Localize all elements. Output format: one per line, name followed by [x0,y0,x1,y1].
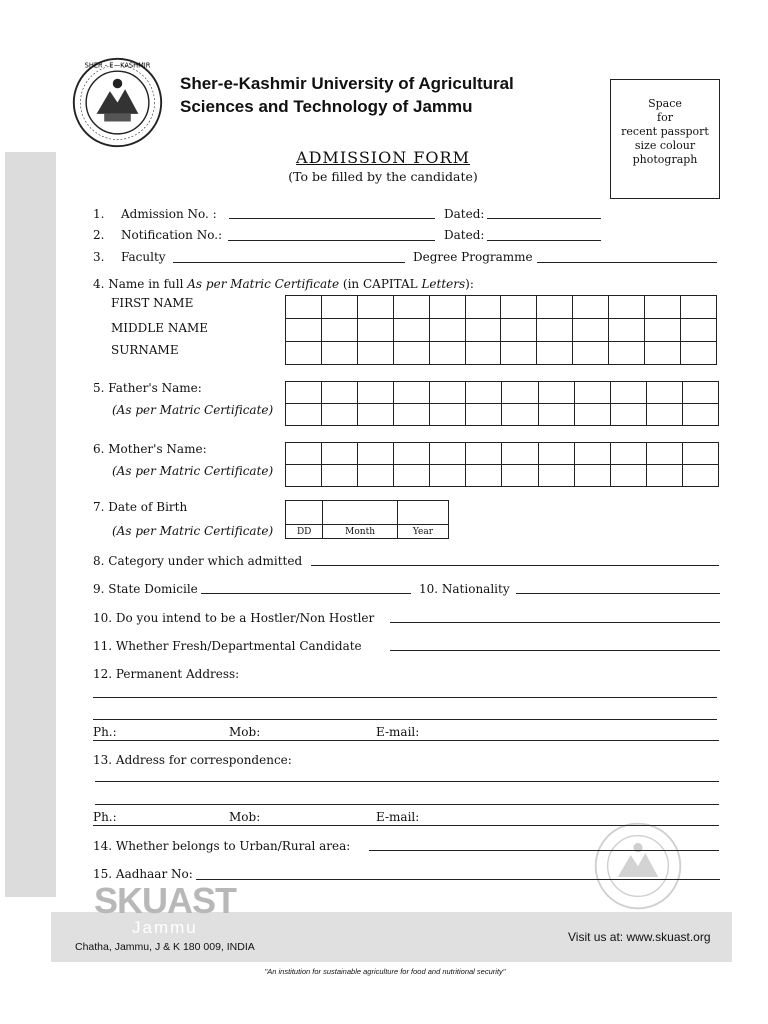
permanent-phone-label: Ph.: [93,725,117,739]
correspondence-address-line-2[interactable] [95,804,719,805]
surname-row[interactable] [286,342,717,365]
dob-dd-label: DD [286,525,323,539]
name-full-end: ): [465,277,474,291]
name-full-mid: (in [339,277,363,291]
dated-label-1: Dated: [444,207,485,221]
middle-name-label: MIDDLE NAME [111,321,209,335]
permanent-address-line-1[interactable] [93,697,717,698]
dob-grid[interactable] [285,500,449,539]
field-2-number: 2. [93,228,105,242]
photo-box-line4: size colour [634,139,696,152]
dob-dd-input[interactable] [286,501,323,525]
notification-no-label: Notification No.: [121,228,223,242]
urban-rural-label: 14. Whether belongs to Urban/Rural area: [93,839,351,853]
state-domicile-label: 9. State Domicile [93,582,198,596]
father-name-grid[interactable] [285,381,719,426]
degree-programme-input[interactable] [537,262,717,263]
aadhaar-label: 15. Aadhaar No: [93,867,193,881]
hostler-label: 10. Do you intend to be a Hostler/Non Hostler [93,611,375,625]
mother-name-note: (As per Matric Certificate) [112,464,274,478]
fresh-departmental-label: 11. Whether Fresh/Departmental Candidate [93,639,362,653]
notification-no-input[interactable] [228,240,435,241]
correspondence-mobile-label: Mob: [229,810,261,824]
aadhaar-input[interactable] [196,879,720,880]
side-bar [5,152,56,897]
dob-month-input[interactable] [323,501,398,525]
permanent-mobile-label: Mob: [229,725,261,739]
field-3-number: 3. [93,250,105,264]
mother-name-row-2[interactable] [286,465,719,487]
mother-name-grid[interactable] [285,442,719,487]
watermark-logo-icon [592,820,684,912]
permanent-address-label: 12. Permanent Address: [93,667,240,681]
form-subtitle: (To be filled by the candidate) [288,169,478,184]
university-logo-icon [70,55,165,150]
dob-note: (As per Matric Certificate) [112,524,274,538]
university-title-line1: Sher-e-Kashmir University of Agricultural [180,74,514,93]
footer-website-link[interactable]: Visit us at: www.skuast.org [568,930,711,944]
mother-name-label: 6. Mother's Name: [93,442,207,456]
faculty-input[interactable] [173,262,405,263]
name-full-italic2: Letters [417,277,466,291]
correspondence-address-line-1[interactable] [95,781,719,782]
hostler-input[interactable] [390,622,720,623]
category-label: 8. Category under which admitted [93,554,303,568]
correspondence-address-label: 13. Address for correspondence: [93,753,292,767]
correspondence-email-label: E-mail: [376,810,420,824]
svg-text:SHER - E - KASHMIR: SHER - E - KASHMIR [84,61,151,70]
dated-input-1[interactable] [487,218,601,219]
dob-year-input[interactable] [397,501,448,525]
name-full-caps: CAPITAL [362,277,418,291]
dated-label-2: Dated: [444,228,485,242]
father-name-row-2[interactable] [286,404,719,426]
photo-box[interactable] [610,79,720,199]
correspondence-phone-label: Ph.: [93,810,117,824]
first-name-label: FIRST NAME [111,296,194,310]
category-input[interactable] [311,565,719,566]
dated-input-2[interactable] [487,240,601,241]
fresh-departmental-input[interactable] [390,650,720,651]
nationality-input[interactable] [516,593,720,594]
urban-rural-input[interactable] [369,850,719,851]
name-full-italic1: As per Matric Certificate [187,277,340,291]
first-name-row[interactable] [286,296,717,319]
name-full-prefix: 4. Name in full [93,277,188,291]
footer-brand: SKUAST [94,880,237,921]
state-domicile-input[interactable] [201,593,411,594]
dob-year-label: Year [397,525,448,539]
permanent-contact-input[interactable] [93,740,719,741]
middle-name-row[interactable] [286,319,717,342]
permanent-address-line-2[interactable] [93,719,717,720]
admission-no-input[interactable] [229,218,435,219]
father-name-label: 5. Father's Name: [93,381,202,395]
photo-box-line2: for [657,111,673,124]
father-name-row-1[interactable] [286,382,719,404]
nationality-label: 10. Nationality [419,582,510,596]
university-title [180,72,514,118]
footer-brand-sub: Jammu [132,918,198,937]
name-full-label [93,276,474,292]
name-grid[interactable] [285,295,717,365]
dob-input-row[interactable] [286,501,449,525]
permanent-email-label: E-mail: [376,725,420,739]
dob-label-row [286,525,449,539]
photo-box-line3: recent passport [621,125,709,138]
dob-label: 7. Date of Birth [93,500,188,514]
form-title: ADMISSION FORM [296,148,470,167]
footer-address: Chatha, Jammu, J & K 180 009, INDIA [75,941,255,953]
field-1-number: 1. [93,207,105,221]
photo-box-line1: Space [648,97,682,110]
degree-programme-label: Degree Programme [413,250,533,264]
admission-no-label: Admission No. : [121,207,217,221]
university-title-line2: Sciences and Technology of Jammu [180,97,473,116]
photo-box-line5: photograph [632,153,698,166]
mother-name-row-1[interactable] [286,443,719,465]
footer-tagline: "An institution for sustainable agriculture for food and nutritional security" [264,967,506,976]
surname-label: SURNAME [111,343,179,357]
father-name-note: (As per Matric Certificate) [112,403,274,417]
faculty-label: Faculty [121,250,166,264]
dob-month-label: Month [323,525,398,539]
